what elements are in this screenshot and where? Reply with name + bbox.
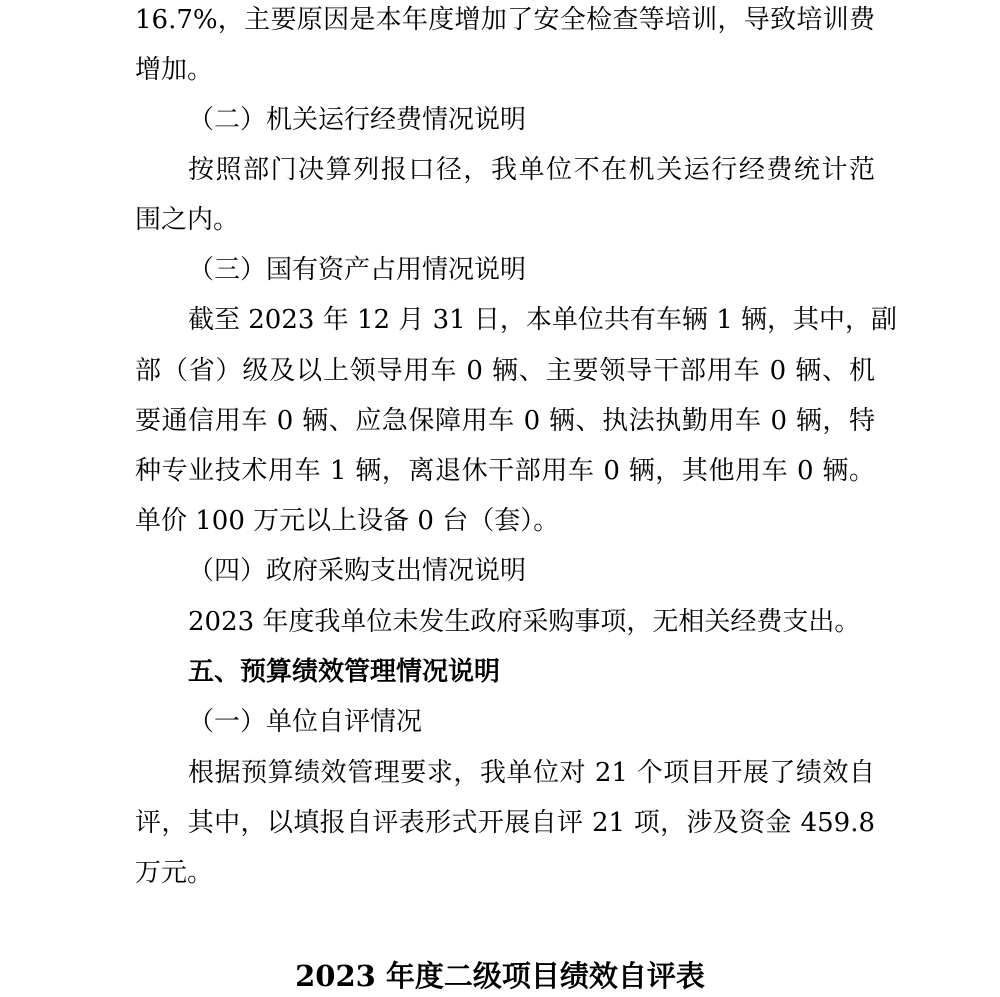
subsection-heading: （三）国有资产占用情况说明	[188, 255, 527, 285]
paragraph-line: 万元。	[135, 858, 214, 888]
paragraph-line: 按照部门决算列报口径，我单位不在机关运行经费统计范	[188, 155, 875, 185]
subsection-heading: （四）政府采购支出情况说明	[188, 556, 527, 586]
paragraph-line: 16.7%，主要原因是本年度增加了安全检查等培训，导致培训费	[135, 5, 875, 35]
subsection-heading: （二）机关运行经费情况说明	[188, 105, 527, 135]
table-title: 2023 年度二级项目绩效自评表	[295, 959, 705, 993]
paragraph-line: 围之内。	[135, 205, 240, 235]
paragraph-line: 根据预算绩效管理要求，我单位对 21 个项目开展了绩效自	[188, 758, 875, 788]
paragraph-line: 2023 年度我单位未发生政府采购事项，无相关经费支出。	[188, 607, 861, 637]
paragraph-line: 部（省）级及以上领导用车 0 辆、主要领导干部用车 0 辆、机	[135, 356, 875, 386]
paragraph-line: 增加。	[135, 55, 214, 85]
section-heading: 五、预算绩效管理情况说明	[188, 657, 501, 687]
paragraph-line: 种专业技术用车 1 辆，离退休干部用车 0 辆，其他用车 0 辆。	[135, 456, 875, 486]
paragraph-line: 单价 100 万元以上设备 0 台（套）。	[135, 506, 560, 536]
paragraph-line: 评，其中，以填报自评表形式开展自评 21 项，涉及资金 459.8	[135, 808, 875, 838]
paragraph-line: 要通信用车 0 辆、应急保障用车 0 辆、执法执勤用车 0 辆，特	[135, 406, 875, 436]
subsection-heading: （一）单位自评情况	[188, 707, 423, 737]
paragraph-line: 截至 2023 年 12 月 31 日，本单位共有车辆 1 辆，其中，副	[188, 305, 897, 335]
